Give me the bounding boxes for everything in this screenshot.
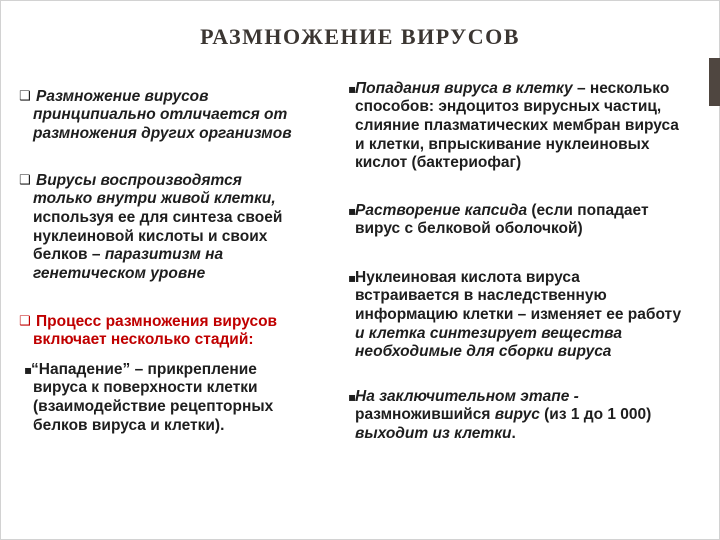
emphasized-text: выходит из клетки: [355, 424, 512, 442]
bullet-item-capsid-dissolution: [348, 201, 649, 239]
text-line: кислот (бактериофаг): [355, 154, 522, 172]
shadowed-square-bullet-icon: ❑: [19, 313, 31, 329]
emphasized-text: вирус: [494, 406, 540, 424]
bullet-item-final-stage: [348, 387, 652, 444]
right-column: [340, 0, 720, 540]
text-line: Нуклеиновая кислота вируса: [355, 268, 580, 286]
emphasized-text: Растворение капсида: [355, 201, 528, 219]
bullet-item-attack-stage: [24, 360, 274, 436]
small-square-bullet-icon: ▪: [348, 203, 357, 218]
bullet-item-virus-entry: [348, 79, 679, 173]
text-segment: размножившийся: [355, 406, 495, 424]
text-line: вируса к поверхности клетки: [33, 379, 258, 397]
text-line: Процесс размножения вирусов: [36, 312, 278, 330]
text-line: (взаимодействие рецепторных: [33, 397, 274, 415]
text-line: размножения других организмов: [33, 124, 292, 142]
text-line: способов: эндоцитоз вирусных частиц,: [355, 98, 662, 116]
text-line: белков вируса и клетки).: [33, 416, 225, 434]
text-line: [33, 246, 282, 265]
text-line: используя ее для синтеза своей: [33, 208, 283, 226]
small-square-bullet-icon: ▪: [348, 389, 357, 404]
emphasized-text: Попадания вируса в клетку: [355, 79, 573, 97]
text-line: включает несколько стадий:: [33, 331, 254, 349]
shadowed-square-bullet-icon: ❑: [19, 88, 31, 104]
text-line: Размножение вирусов: [36, 87, 209, 105]
text-line: принципиально отличается от: [33, 106, 288, 124]
text-line: генетическом уровне: [33, 264, 206, 282]
text-segment: белков –: [33, 246, 105, 264]
text-segment: – несколько: [572, 79, 670, 97]
text-segment: (если попадает: [527, 201, 649, 219]
text-line: нуклеиновой кислоты и своих: [33, 227, 268, 245]
text-line: На заключительном этапе -: [355, 387, 579, 405]
bullet-item-reproduction-differs: [19, 87, 292, 144]
text-line: Вирусы воспроизводятся: [36, 171, 242, 189]
text-line: [355, 425, 651, 444]
shadowed-square-bullet-icon: ❑: [19, 172, 31, 188]
bullet-item-viruses-reproduce: [19, 171, 283, 284]
bullet-item-process-stages: [19, 312, 278, 350]
text-line: только внутри живой клетки,: [33, 190, 276, 208]
text-line: и клетка синтезирует вещества: [355, 324, 622, 342]
text-line: слияние плазматических мембран вируса: [355, 116, 679, 134]
bullet-item-nucleic-acid-integration: [348, 268, 682, 362]
text-line: [355, 80, 679, 99]
text-segment: (из 1 до 1 000): [539, 406, 652, 424]
text-line: и клетки, впрыскивание нуклеиновых: [355, 135, 650, 153]
slide-title: РАЗМНОЖЕНИЕ ВИРУСОВ: [200, 24, 520, 49]
small-square-bullet-icon: ▪: [348, 81, 357, 96]
text-segment: .: [511, 424, 516, 442]
small-square-bullet-icon: ▪: [348, 270, 357, 285]
emphasized-text: паразитизм на: [104, 246, 224, 264]
text-line: информацию клетки – изменяет ее работу: [355, 305, 682, 323]
text-line: “Нападение” – прикрепление: [31, 360, 257, 378]
left-column: [0, 0, 340, 540]
text-line: необходимые для сборки вируса: [355, 343, 612, 361]
text-line: [355, 406, 651, 425]
small-square-bullet-icon: ▪: [24, 362, 33, 377]
text-line: [355, 202, 649, 221]
text-line: вирус с белковой оболочкой): [355, 220, 583, 238]
text-line: встраивается в наследственную: [355, 287, 607, 305]
